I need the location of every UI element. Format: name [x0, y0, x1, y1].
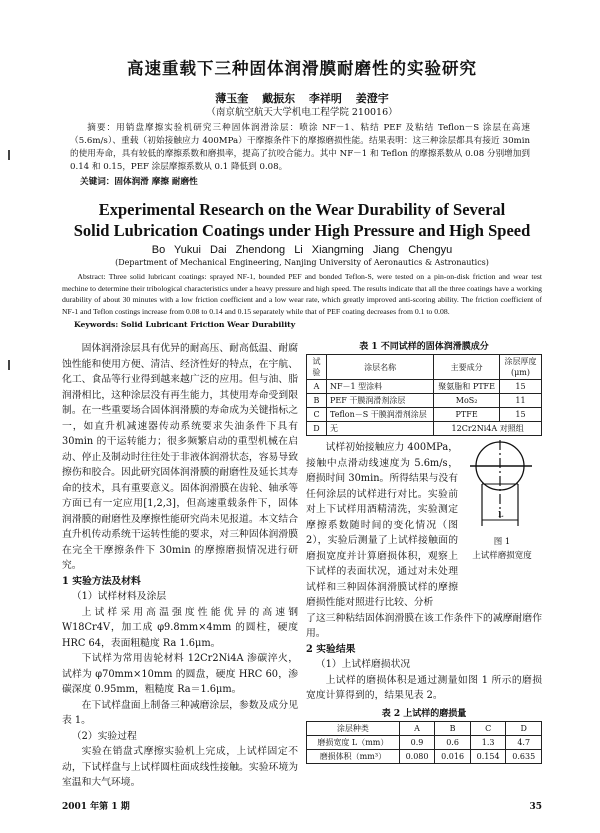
table-cell: NF－1 型涂料 — [327, 380, 434, 394]
table-cell: 0.154 — [470, 749, 506, 763]
title-en-line: Experimental Research on the Wear Durability of Several — [98, 200, 506, 219]
table-header: 涂层种类 — [307, 721, 400, 735]
table-header: 试验 — [307, 355, 327, 380]
table-row — [307, 394, 542, 408]
abstract-cn: 摘要：用销盘摩擦实验机研究三种固体润滑涂层：喷涂 NF－1、粘结 PEF 及粘结 Teflon－S 涂层在高速（5.6m/s）、重载（初始接触应力 400MPa）干摩擦条件下的摩擦磨损性能。结果表明：这三种涂层都具有接近 30min 的使用寿命，具有较低的摩擦系数和磨损率，提高了抗咬合能力。其中 NF－1 和 Teflon 的摩擦系数从 0.08 分别增加到 0.14 和 0.15，PEF 涂层摩擦系数从 0.1 降低到 0.08。 — [70, 123, 530, 172]
section-heading: 1 实验方法及材料 — [62, 575, 141, 587]
paragraph: 试样初始接触应力 400MPa，接触中点滑动线速度为 5.6m/s，磨损时间 30min。所得结果与没有任何涂层的试样进行对比。实验前对上下试样用酒精清洗，实验测定摩擦系数随时间的变化情况（图 2），实验后测量了上试样接触面的磨损宽度并计算磨损体积，观察上下试样的表面状况，通过对未处理试样和三种固体润滑膜试样的摩擦磨损性能对照进行比较、分析 — [306, 442, 458, 608]
table-cell: 15 — [500, 380, 542, 394]
authors-cn: 薄玉奎 戴振东 李祥明 姜澄宇 — [215, 92, 389, 105]
table-header: 主要成分 — [434, 355, 500, 380]
table-cell: 磨损宽度 L（mm） — [307, 735, 400, 749]
authors-en: Bo Yukui Dai Zhendong Li Xiangming Jiang Chengyu — [151, 244, 453, 256]
figure1-number: 图 1 — [493, 537, 511, 547]
table-row — [307, 408, 542, 422]
title-en-line: Solid Lubrication Coatings under High Pressure and High Speed — [73, 221, 531, 240]
table-cell: A — [307, 380, 327, 394]
table2 — [306, 721, 542, 764]
figure1-caption-text: 上试样磨损宽度 — [472, 551, 532, 561]
table-header-row — [307, 721, 542, 735]
title-en — [62, 199, 542, 241]
scan-mark — [8, 360, 13, 370]
paragraph: 上试样采用高温强度性能优异的高速钢 W18Cr4V，加工成 φ9.8mm×4mm 的圆柱，硬度 HRC 64，表面粗糙度 Ra 1.6μm。 — [62, 606, 298, 649]
figure1-caption — [462, 535, 542, 563]
table-row — [307, 749, 542, 763]
title-cn: 高速重载下三种固体润滑膜耐磨性的实验研究 — [127, 59, 477, 78]
table-cell: 0.635 — [506, 749, 542, 763]
table-row — [307, 422, 542, 436]
table-cell: 1.3 — [470, 735, 506, 749]
affiliation-cn: （南京航空航天大学机电工程学院 210016） — [206, 107, 398, 118]
figure1-diagram — [462, 440, 542, 535]
table-cell: 4.7 — [506, 735, 542, 749]
table-row — [307, 380, 542, 394]
table-cell: 聚氨脂和 PTFE — [434, 380, 500, 394]
dept-en: (Department of Mechanical Engineering, Nanjing University of Aeronautics & Astronautics) — [115, 258, 489, 267]
table-header: A — [399, 721, 435, 735]
table-header: 涂层名称 — [327, 355, 434, 380]
table-cell: Teflon－S 干膜润滑剂涂层 — [327, 408, 434, 422]
paragraph: 上试样的磨损体积是通过测量如图 1 所示的磨损宽度计算得到的，结果见表 2。 — [306, 674, 542, 701]
table-cell: 11 — [500, 394, 542, 408]
table-header: C — [470, 721, 506, 735]
table-row — [307, 735, 542, 749]
table-cell: 无 — [327, 422, 434, 436]
section-heading: （1）试样材料及涂层 — [71, 591, 167, 602]
paragraph: 了这三种粘结固体润滑膜在该工作条件下的减摩耐磨作用。 — [306, 612, 542, 639]
table-cell: PTFE — [434, 408, 500, 422]
right-text-b — [306, 611, 542, 704]
paragraph: 下试样为常用齿轮材料 12Cr2Ni4A 渗碳淬火，试样为 φ70mm×10mm 的圆盘，硬度 HRC 60，渗碳深度 0.95mm，粗糙度 Ra＝1.6μm。 — [62, 653, 298, 695]
section-heading: 2 实验结果 — [306, 643, 356, 655]
table-cell: 0.9 — [399, 735, 435, 749]
table-cell: MoS₂ — [434, 394, 500, 408]
table-cell: 0.6 — [435, 735, 471, 749]
section-heading: （2）实验过程 — [71, 730, 137, 742]
paragraph: 实验在销盘式摩擦实验机上完成，上试样固定不动，下试样盘与上试样圆柱面成线性接触。实验环境为室温和大气环境。 — [62, 746, 298, 788]
scan-mark — [8, 150, 13, 160]
abstract-en: Abstract: Three solid lubricant coatings: sprayed NF-1, bounded PEF and bonded Teflon-S, were tested on a pin-on-disk friction and wear test mechine to determine their tribological characteristics under a heavy pressure and high speed. The results indicate that all the three coatings have a working durability of about 30 minutes with a low friction coefficient and a low wear rate, which greatly improved anti-scoring ability. The friction coefficient of NF-1 and Teflon costings increase from 0.08 to 0.14 and 0.15 separately while that of PEF coating decreases from 0.1 to 0.08. — [62, 272, 542, 316]
right-text-a — [306, 440, 458, 611]
table-header-row — [307, 355, 542, 380]
table-cell: PEF 干膜润滑剂涂层 — [327, 394, 434, 408]
dimension-label: L — [498, 510, 504, 519]
keywords-cn: 关键词：固体润滑 摩擦 耐磨性 — [80, 177, 198, 187]
issue-label: 2001 年第 1 期 — [62, 801, 130, 812]
figure-row — [306, 440, 542, 611]
paragraph: 固体润滑涂层具有优异的耐高压、耐高低温、耐腐蚀性能和使用方便、清洁、经济性好的特点，在宇航、化工、食品等行业得到越来越广泛的应用。但与油、脂润滑相比，这种涂层没有再生能力，其使用寿命受到限制。在一些重要场合固体润滑膜的寿命成为关键指标之一，如直升机减速器传动系统要求失油条件下具有 30min 的干运转能力；很多频繁启动的重型机械在启动、停止及制动时往往处于非液体润滑状态，容易导致擦伤和胶合。因此研究固体润滑膜的耐磨性及延长其寿命的技术，具有重要意义。固体润滑膜在齿轮、轴承等方面已有一定应用[1,2,3]，但高速重载条件下，固体润滑膜的耐磨性及摩擦性能研究尚未见报道。本文结合直升机传动系统干运转性能的要求，对三种固体润滑膜在完全干摩擦条件下 30min 的摩擦磨损情况进行研究。 — [62, 343, 298, 571]
table-cell: 0.016 — [435, 749, 471, 763]
table2-caption: 表 2 上试样的磨损量 — [381, 708, 467, 719]
table-cell: D — [307, 422, 327, 436]
paragraph: 在下试样盘面上制备三种减磨涂层，参数及成分见表 1。 — [62, 699, 298, 726]
table-cell: 12Cr2Ni4A 对照组 — [434, 422, 542, 436]
table1-caption: 表 1 不同试样的固体润滑膜成分 — [359, 342, 489, 352]
table-cell: B — [307, 394, 327, 408]
table-header: B — [435, 721, 471, 735]
footer — [62, 801, 542, 813]
table-header: 涂层厚度(μm) — [500, 355, 542, 380]
left-column — [62, 341, 298, 791]
table-header: D — [506, 721, 542, 735]
table-cell: C — [307, 408, 327, 422]
table-cell: 15 — [500, 408, 542, 422]
table-cell: 磨损体积（mm³） — [307, 749, 400, 763]
subsection-heading: （1）上试样磨损状况 — [315, 659, 411, 670]
page-number: 35 — [529, 801, 542, 812]
table1 — [306, 354, 542, 436]
right-column — [306, 341, 542, 791]
figure1 — [462, 440, 542, 563]
table-cell: 0.080 — [399, 749, 435, 763]
body-columns — [62, 341, 542, 791]
keywords-en: Keywords: Solid Lubricant Friction Wear Durability — [74, 320, 296, 329]
